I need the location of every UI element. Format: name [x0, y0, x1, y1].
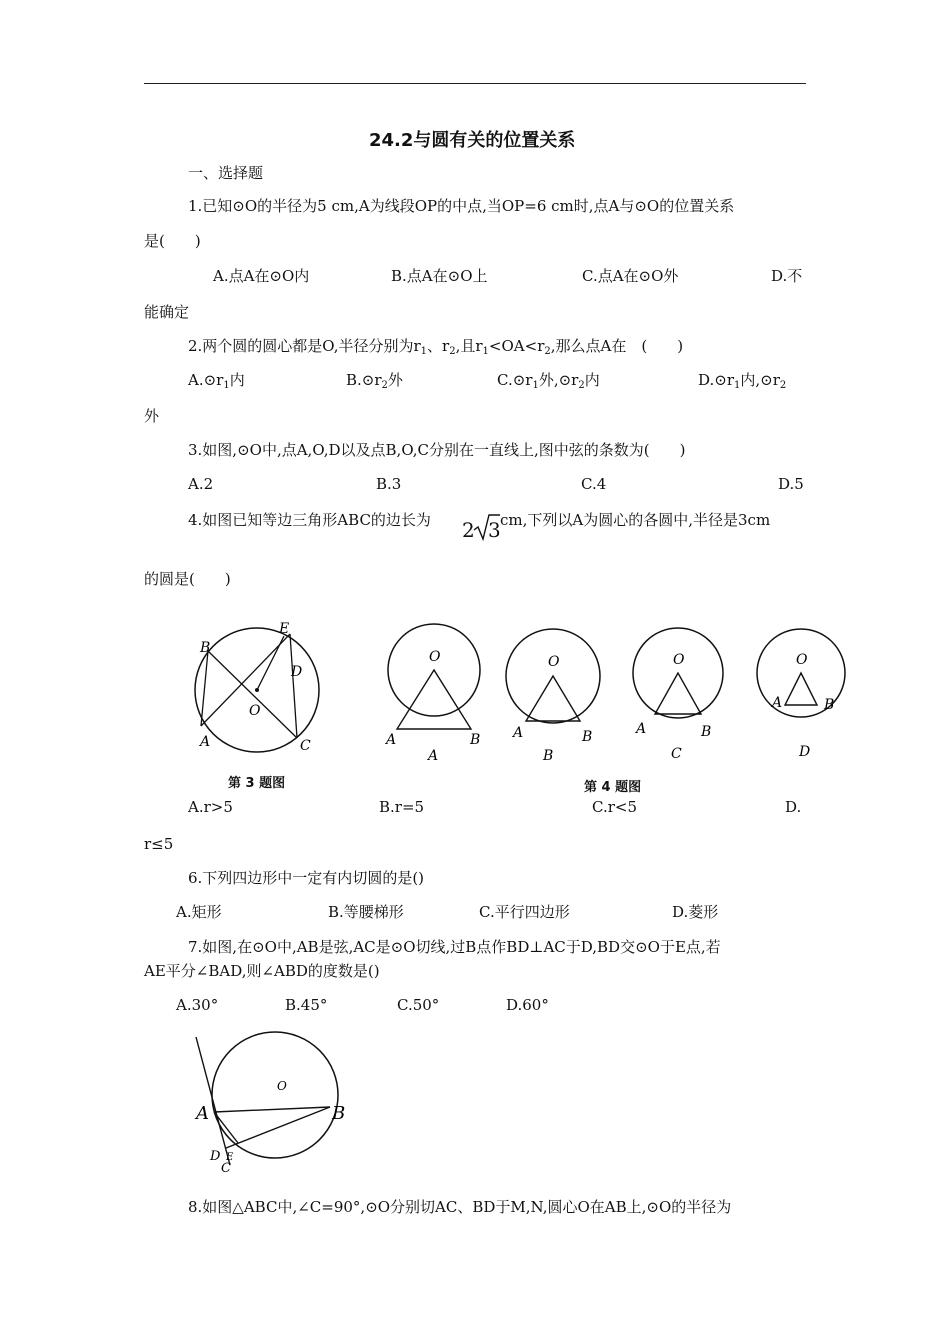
q1-stem: 1.已知⊙O的半径为5 cm,A为线段OP的中点,当OP=6 cm时,点A与⊙O的位置关系 [188, 197, 735, 215]
fig4-choice-c: C [671, 746, 682, 762]
fig4a-vertex-a: A [386, 732, 397, 748]
sqrt-expression [462, 512, 502, 542]
fig7-circle [212, 1032, 338, 1158]
page-title: 24.2与圆有关的位置关系 [369, 130, 576, 151]
q3-option-b: B.3 [376, 475, 402, 493]
q2-option-a: $A.⊙r_1$内 [188, 371, 245, 391]
q3-option-a: A.2 [188, 475, 214, 493]
fig3-label-d: D [291, 664, 303, 680]
q4-option-c: C.r<5 [592, 798, 637, 816]
q2-option-d-cont: 外 [144, 407, 160, 425]
q7-stem-cont: AE平分∠BAD,则∠ABD的度数是() [144, 962, 380, 980]
figure-7 [180, 1025, 360, 1175]
q2-option-c: $C.⊙r_1$外$,⊙r_2$内 [497, 371, 600, 391]
fig4d-center-label: O [796, 652, 808, 668]
section-heading: 一、选择题 [188, 164, 264, 182]
q6-option-a: A.矩形 [176, 903, 222, 921]
fig3-label-o: O [249, 703, 261, 719]
q4-option-d: D. [785, 798, 802, 816]
fig4c-vertex-a: A [636, 721, 647, 737]
fig4b-vertex-b: B [582, 729, 593, 745]
fig4b-center-label: O [548, 654, 560, 670]
q8-stem: 8.如图△ABC中,∠C=90°,⊙O分别切AC、BD于M,N,圆心O在AB上,⊙O的半径为 [188, 1198, 732, 1216]
q4-stem-post: cm,下列以A为圆心的各圆中,半径是3cm [500, 511, 771, 529]
fig3-label-b: B [200, 640, 211, 656]
q7-option-d: D.60° [506, 996, 549, 1014]
fig3-label-c: C [300, 738, 311, 754]
q1-option-d-cont: 能确定 [144, 303, 190, 321]
fig4c-vertex-b: B [701, 724, 712, 740]
fig7-label-e: E [226, 1152, 234, 1163]
q1-option-c: C.点A在⊙O外 [582, 267, 679, 285]
q4-option-d-cont: r≤5 [144, 835, 174, 853]
q6-option-b: B.等腰梯形 [328, 903, 404, 921]
q7-option-b: B.45° [285, 996, 328, 1014]
fig4d-vertex-a: A [772, 695, 783, 711]
fig4d-vertex-b: B [824, 697, 835, 713]
fig4-choice-a: A [428, 748, 439, 764]
q6-option-d: D.菱形 [672, 903, 719, 921]
fig4a-center-label: O [429, 649, 441, 665]
fig4-choice-b: B [543, 748, 554, 764]
sqrt-radicand: 3 [488, 518, 501, 542]
q1-option-a: A.点A在⊙O内 [213, 267, 310, 285]
q4-stem-cont: 的圆是( ) [144, 570, 231, 588]
fig4c-center-label: O [673, 652, 685, 668]
q4-option-b: B.r=5 [379, 798, 425, 816]
fig7-label-a: A [196, 1103, 209, 1124]
q1-option-b: B.点A在⊙O上 [391, 267, 488, 285]
q1-stem-cont: 是( ) [144, 232, 201, 250]
q7-option-a: A.30° [176, 996, 219, 1014]
q1-option-d: D.不 [771, 267, 803, 285]
fig3-label-a: A [200, 734, 211, 750]
figure-4 [380, 615, 850, 775]
q7-stem: 7.如图,在⊙O中,AB是弦,AC是⊙O切线,过B点作BD⊥AC于D,BD交⊙O于E点,若 [188, 938, 721, 956]
fig3-caption: 第 3 题图 [228, 776, 286, 791]
sqrt-coefficient: 2 [462, 518, 475, 542]
fig4a-vertex-b: B [470, 732, 481, 748]
q4-stem-pre: 4.如图已知等边三角形ABC的边长为 [188, 511, 431, 529]
header-rule [144, 83, 806, 84]
fig7-label-b: B [332, 1103, 346, 1124]
fig7-label-d: D [210, 1149, 221, 1164]
fig7-label-o: O [277, 1079, 287, 1093]
q3-option-c: C.4 [581, 475, 607, 493]
q6-option-c: C.平行四边形 [479, 903, 570, 921]
q4-option-a: A.r>5 [188, 798, 233, 816]
fig3-center-dot [255, 688, 259, 692]
q7-option-c: C.50° [397, 996, 440, 1014]
q6-stem: 6.下列四边形中一定有内切圆的是() [188, 869, 425, 887]
q2-option-d: $D.⊙r_1$内$,⊙r_2$ [698, 371, 787, 391]
fig4-caption: 第 4 题图 [584, 780, 642, 795]
fig4-choice-d: D [799, 744, 811, 760]
q2-stem: 2.两个圆的圆心都是O,半径分别为$r_1$、$r_2$,且$r_1<OA<r_2$,那么点A在 ( ) [188, 337, 684, 357]
fig3-label-e: E [279, 621, 290, 637]
q3-stem: 3.如图,⊙O中,点A,O,D以及点B,O,C分别在一直线上,图中弦的条数为( ) [188, 441, 686, 459]
q3-option-d: D.5 [778, 475, 804, 493]
fig7-label-c: C [221, 1161, 231, 1175]
q2-option-b: $B.⊙r_2$外 [346, 371, 403, 391]
fig4b-vertex-a: A [513, 725, 524, 741]
